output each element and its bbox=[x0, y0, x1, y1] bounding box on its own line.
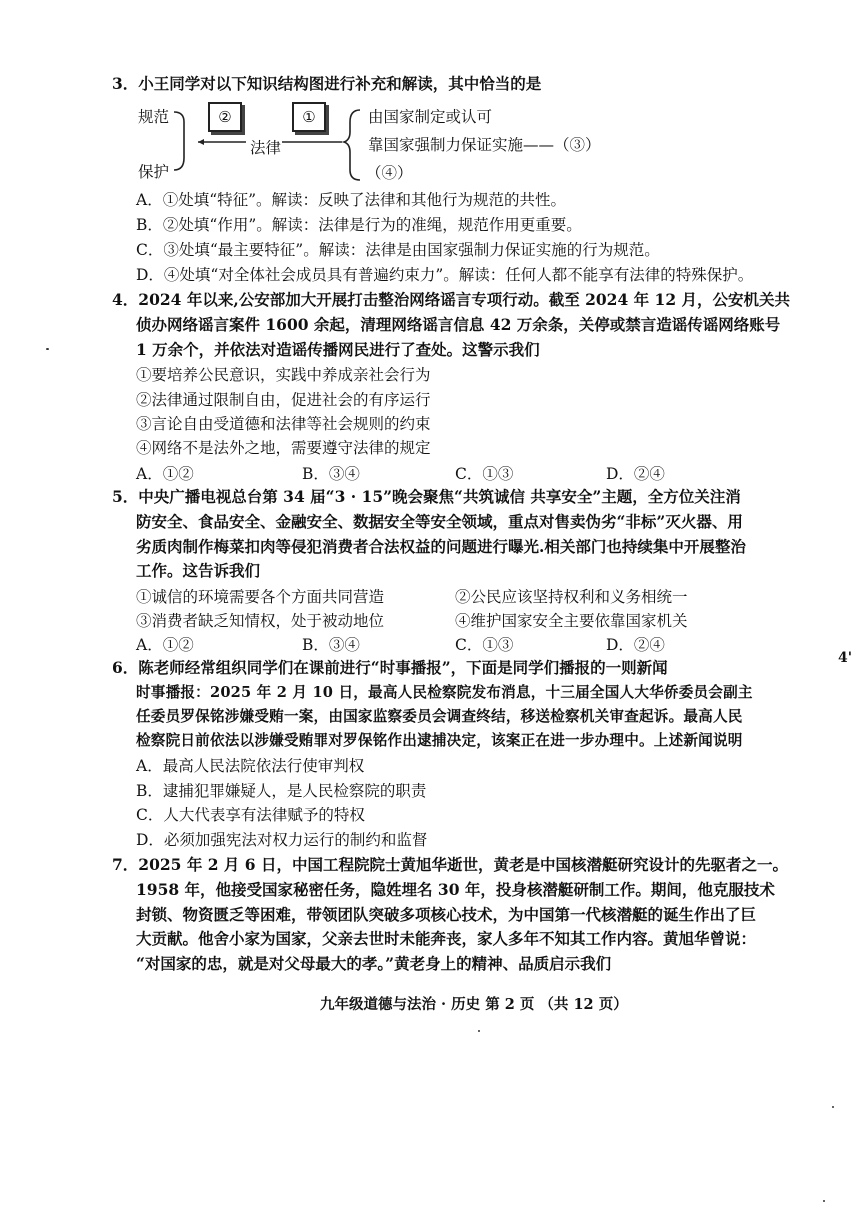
diagram-box-2: ② bbox=[208, 102, 242, 132]
diagram-left-top: 规范 bbox=[138, 108, 170, 126]
q5-line-4: 工作。这告诉我们 bbox=[136, 561, 261, 580]
q3-stem: 3．小王同学对以下知识结构图进行补充和解读，其中恰当的是 bbox=[112, 74, 542, 93]
q5-item-4: ④维护国家安全主要依靠国家机关 bbox=[455, 612, 688, 630]
scan-speck bbox=[478, 1030, 480, 1032]
margin-mark: 4' bbox=[838, 650, 853, 666]
q7-line-1: 7．2025 年 2 月 6 日，中国工程院院士黄旭华逝世，黄老是中国核潜艇研究设计的先驱者之一。 bbox=[112, 855, 788, 874]
q6-news-3: 检察院日前依法以涉嫌受贿罪对罗保铭作出逮捕决定，该案正在进一步办理中。上述新闻说明 bbox=[136, 732, 743, 749]
q5-line-3: 劣质肉制作梅菜扣肉等侵犯消费者合法权益的问题进行曝光.相关部门也持续集中开展整治 bbox=[136, 537, 746, 556]
q3-option-b: B．②处填“作用”。解读：法律是行为的准绳，规范作用更重要。 bbox=[136, 216, 582, 234]
q5-item-2: ②公民应该坚持权利和义务相统一 bbox=[455, 588, 688, 606]
q7-line-4: 大贡献。他舍小家为国家，父亲去世时未能奔丧，家人多年不知其工作内容。黄旭华曾说： bbox=[136, 929, 757, 948]
q5-choice-b: B．③④ bbox=[302, 636, 360, 654]
scan-speck bbox=[46, 348, 49, 350]
q5-item-3: ③消费者缺乏知情权，处于被动地位 bbox=[136, 612, 385, 630]
q4-line-3: 1 万余个，并依法对造谣传播网民进行了查处。这警示我们 bbox=[136, 340, 540, 359]
q4-item-4: ④网络不是法外之地，需要遵守法律的规定 bbox=[136, 439, 431, 457]
diagram-lines bbox=[170, 100, 370, 185]
q6-stem: 6．陈老师经常组织同学们在课前进行“时事播报”，下面是同学们播报的一则新闻 bbox=[112, 658, 668, 677]
q6-news-1: 时事播报：2025 年 2 月 10 日，最高人民检察院发布消息，十三届全国人大华侨委员会副主 bbox=[136, 684, 753, 701]
q6-option-c: C．人大代表享有法律赋予的特权 bbox=[136, 806, 365, 824]
q7-line-5: “对国家的忠，就是对父母最大的孝。”黄老身上的精神、品质启示我们 bbox=[136, 954, 612, 973]
diagram-right-3: （④） bbox=[366, 164, 413, 182]
scan-speck bbox=[832, 1106, 834, 1108]
q4-item-2: ②法律通过限制自由，促进社会的有序运行 bbox=[136, 391, 431, 409]
q4-choice-b: B．③④ bbox=[302, 465, 360, 483]
q7-line-2: 1958 年，他接受国家秘密任务，隐姓埋名 30 年，投身核潜艇研制工作。期间，他克服技术 bbox=[136, 880, 775, 899]
scan-speck bbox=[823, 1200, 825, 1202]
diagram-right-1: 由国家制定或认可 bbox=[368, 108, 493, 126]
q5-item-1: ①诚信的环境需要各个方面共同营造 bbox=[136, 588, 385, 606]
q5-choice-d: D．②④ bbox=[606, 636, 665, 654]
q4-choice-a: A．①② bbox=[136, 465, 194, 483]
q4-choice-c: C．①③ bbox=[455, 465, 514, 483]
q4-item-1: ①要培养公民意识，实践中养成亲社会行为 bbox=[136, 366, 431, 384]
q5-choice-a: A．①② bbox=[136, 636, 194, 654]
q6-news-2: 任委员罗保铭涉嫌受贿一案，由国家监察委员会调查终结，移送检察机关审查起诉。最高人民 bbox=[136, 708, 743, 725]
q5-line-1: 5．中央广播电视总台第 34 届“3 · 15”晚会聚焦“共筑诚信 共享安全”主题，全方位关注消 bbox=[112, 487, 741, 506]
q4-line-2: 侦办网络谣言案件 1600 余起，清理网络谣言信息 42 万余条，关停或禁言造谣传谣网络账号 bbox=[136, 315, 781, 334]
q6-option-a: A．最高人民法院依法行使审判权 bbox=[136, 757, 365, 775]
q3-option-d: D．④处填“对全体社会成员具有普遍约束力”。解读：任何人都不能享有法律的特殊保护。 bbox=[136, 266, 754, 284]
q6-option-d: D．必须加强宪法对权力运行的制约和监督 bbox=[136, 831, 428, 849]
diagram-law: 法律 bbox=[250, 139, 282, 157]
page-footer: 九年级道德与法治 · 历史 第 2 页 （共 12 页） bbox=[320, 996, 628, 1013]
diagram-left-bottom: 保护 bbox=[138, 163, 170, 181]
q7-line-3: 封锁、物资匮乏等困难，带领团队突破多项核心技术，为中国第一代核潜艇的诞生作出了巨 bbox=[136, 905, 757, 924]
q5-line-2: 防安全、食品安全、金融安全、数据安全等安全领域，重点对售卖伪劣“非标”灭火器、用 bbox=[136, 512, 743, 531]
q4-choice-d: D．②④ bbox=[606, 465, 665, 483]
q3-option-a: A．①处填“特征”。解读：反映了法律和其他行为规范的共性。 bbox=[136, 191, 567, 209]
q5-choice-c: C．①③ bbox=[455, 636, 514, 654]
q4-item-3: ③言论自由受道德和法律等社会规则的约束 bbox=[136, 415, 431, 433]
q6-option-b: B．逮捕犯罪嫌疑人，是人民检察院的职责 bbox=[136, 782, 427, 800]
q3-option-c: C．③处填“最主要特征”。解读：法律是由国家强制力保证实施的行为规范。 bbox=[136, 241, 660, 259]
q4-line-1: 4．2024 年以来,公安部加大开展打击整治网络谣言专项行动。截至 2024 年 12 月，公安机关共 bbox=[112, 290, 791, 309]
diagram-right-2: 靠国家强制力保证实施——（③） bbox=[368, 136, 601, 154]
diagram-box-1: ① bbox=[292, 102, 326, 132]
